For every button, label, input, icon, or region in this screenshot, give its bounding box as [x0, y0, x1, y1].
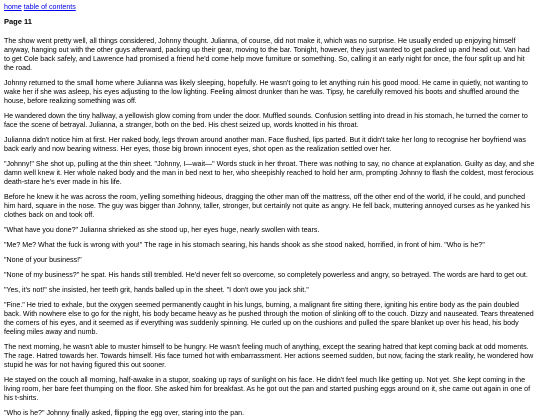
paragraph: He wandered down the tiny hallway, a yellowish glow coming from under the door. Muffled sounds. Confusion settling into dread in his stomach, he turned the corner to face the scene of betrayal. Julianna, a stranger, both on the bed. His chest seized up, words knotted in his throat. — [4, 112, 528, 129]
paragraph: Johnny returned to the small home where Julianna was likely sleeping, hopefully. He wasn't going to let anything ruin his good mood. He came in quietly, not wanting to wake her if she was asleep, his eyes adjusting to the low lighting. Feeling almost drunker than he was. Tipsy, he carefully removed his boots and shuffled around the house, before realizing something was off. — [4, 79, 528, 105]
paragraph: The next morning, he wasn't able to muster himself to be hungry. He wasn't feeling much of anything, except the searing hatred that kept coming back at odd moments. The rage. Hatred towards her. Towards himself. His face turned hot with embarrassment. Her actions seemed sudden, but now, facing the stark reality, he wondered how stupid he was for not having figured this out sooner. — [4, 343, 534, 369]
paragraph: "Yes, it's not!" she insisted, her teeth grit, hands balled up in the sheet. "I don't owe you jack shit." — [4, 286, 309, 294]
paragraph: He stayed on the couch all morning, half-awake in a stupor, soaking up rays of sunlight on his face. He didn't feel much like getting up. Not yet. She kept coming in the living room, her bare feet thumping on the floor. She asked him for breakfast. As he got out the pan and started pushing eggs around on it, she came out again in one of his t-shirts. — [4, 376, 531, 402]
paragraph: "Who is he?" Johnny finally asked, flipping the egg over, staring into the pan. — [4, 409, 245, 417]
paragraph: "What have you done?" Julianna shrieked as she stood up, her eyes huge, nearly swollen with tears. — [4, 226, 320, 234]
paragraph: Julianna didn't notice him at first. Her naked body, legs thrown around another man. Face flushed, lips parted. But it didn't take her long to recognise her boyfriend was back early and now bearing witness. Her eyes, those big brown innocent eyes, shot open as the realization settled over her. — [4, 136, 526, 153]
story-text — [4, 37, 536, 418]
paragraph: "Johnny!" She shot up, pulling at the thin sheet. "Johnny, I—wait—" Words stuck in her throat. There was nothing to say, no chance at explanation. Guilty as day, and she damn well knew it. Her whole naked body and the man in bed next to her, who sheepishly reached to hold her arm, prompting Johnny to flash the coldest, most ferocious death-stare he's ever made in his life. — [4, 160, 535, 186]
paragraph: The show went pretty well, all things considered, Johnny thought. Julianna, of course, did not make it, which was no surprise. He usually ended up enjoying himself anyway, hanging out with the other guys afterward, packing up their gear, moving to the bar. Tonight, however, they just wanted to get packed up and head out. Van had to get Cole back safely, and Lawrence had promised a friend he'd come help move furniture or something. So, calling it an early night for once, the four split up and hit the road. — [4, 37, 530, 72]
paragraph: "Me? Me? What the fuck is wrong with you!" The rage in his stomach searing, his hands shook as she stood naked, horrified, in front of him. "Who is he?" — [4, 241, 485, 249]
page-title: Page 11 — [4, 17, 32, 26]
paragraph: "Fine." He tried to exhale, but the oxygen seemed permanently caught in his lungs, burning, a malignant fire sitting there, igniting his entire body as the pain doubled back. With nowhere else to go for the night, his body became heavy as he pushed through the motion of slinking off to the couch. Dizzy and nauseated. Tears threatened the corners of his eyes, and it seemed as if everything was suddenly spinning. He curled up on the cushions and pulled the spare blanket up over his head, his body feeling miles away and numb. — [4, 301, 534, 336]
home-link[interactable]: home — [4, 3, 22, 11]
top-nav — [4, 2, 536, 12]
table-of-contents-link[interactable]: table of contents — [23, 3, 76, 11]
paragraph: Before he knew it he was across the room, yelling something hideous, dragging the other man off the mattress, off the other end of the world, if he could, and punched him hard, square in the nose. The guy was bigger than Johnny, taller, stronger, but certainly not quite as angry. He fell back, muttering annoyed curses as he yanked his clothes back on and took off. — [4, 193, 531, 219]
paragraph: "None of my business?" he spat. His hands still trembled. He'd never felt so overcome, so completely powerless and angry, so betrayed. The words are hard to get out. — [4, 271, 528, 279]
paragraph: "None of your business!" — [4, 256, 82, 264]
